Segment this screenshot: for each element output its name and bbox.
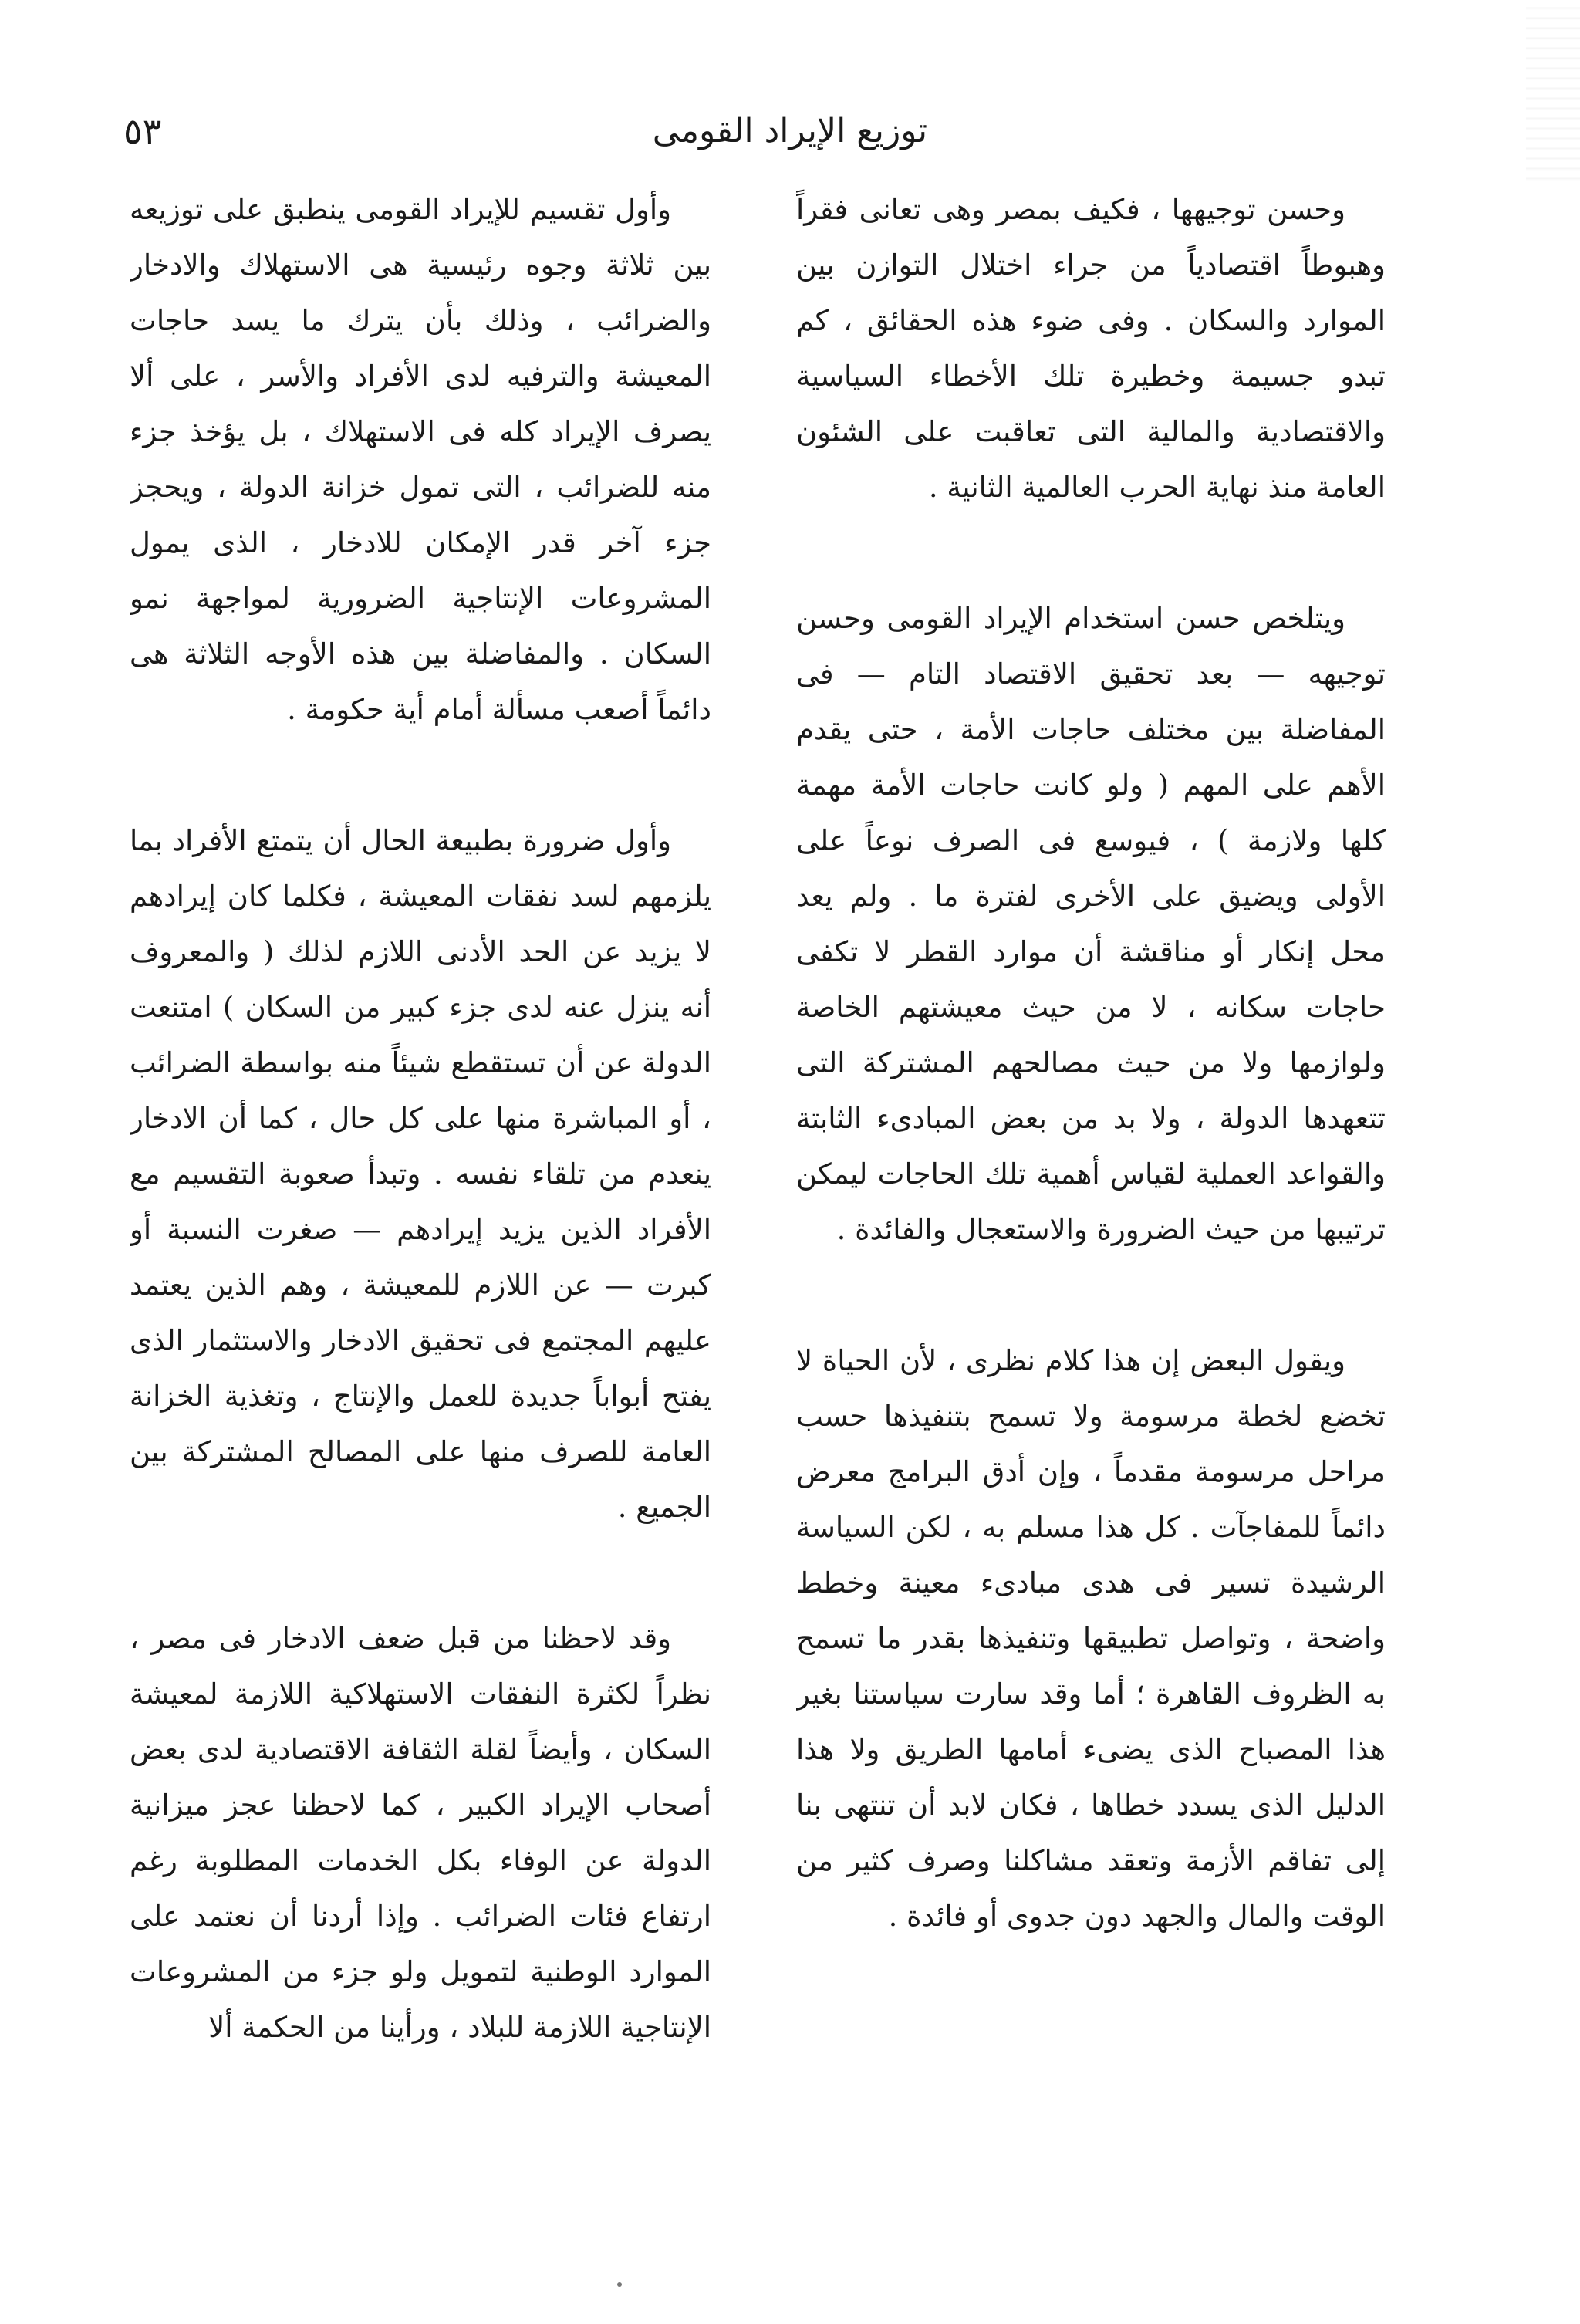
paragraph: ويقول البعض إن هذا كلام نظرى ، لأن الحياة لا تخضع لخطة مرسومة ولا تسمح بتنفيذها حسب مراحل مرسومة مقدماً ، وإن أدق البرامج معرض دائماً للمفاجآت . كل هذا مسلم به ، لكن السياسة الرشيدة تسير فى هدى مبادىء معينة وخطط واضحة ، وتواصل تطبيقها وتنفيذها بقدر ما تسمح به الظروف القاهرة ؛ أما وقد سارت سياستنا بغير هذا المصباح الذى يضىء أمامها الطريق ولا هذا الدليل الذى يسدد خطاها ، فكان لابد أن تنتهى بنا إلى تفاقم الأزمة وتعقد مشاكلنا وصرف كثير من الوقت والمال والجهد دون جدوى أو فائدة .: [796, 1344, 1386, 1933]
running-title: توزيع الإيراد القومى: [652, 111, 928, 150]
page-number: ٥٣: [123, 110, 162, 152]
paragraph: وأول تقسيم للإيراد القومى ينطبق على توزيعه بين ثلاثة وجوه رئيسية هى الاستهلاك والادخار والضرائب ، وذلك بأن يترك ما يسد حاجات المعيشة والترفيه لدى الأفراد والأسر ، على ألا يصرف الإيراد كله فى الاستهلاك ، بل يؤخذ جزء منه للضرائب ، التى تمول خزانة الدولة ، ويحجز جزء آخر قدر الإمكان للادخار ، الذى يمول المشروعات الإنتاجية الضرورية لمواجهة نمو السكان . والمفاضلة بين هذه الأوجه الثلاثة هى دائماً أصعب مسألة أمام أية حكومة .: [130, 193, 711, 726]
page-edge-scan-noise: [1526, 0, 1580, 185]
left-text-column: [130, 182, 711, 2265]
paragraph: وقد لاحظنا من قبل ضعف الادخار فى مصر ، نظراً لكثرة النفقات الاستهلاكية اللازمة لمعيشة السكان ، وأيضاً لقلة الثقافة الاقتصادية لدى بعض أصحاب الإيراد الكبير ، كما لاحظنا عجز ميزانية الدولة عن الوفاء بكل الخدمات المطلوبة رغم ارتفاع فئات الضرائب . وإذا أردنا أن نعتمد على الموارد الوطنية لتمويل ولو جزء من المشروعات الإنتاجية اللازمة للبلاد ، ورأينا من الحكمة ألا: [130, 1622, 711, 2044]
paragraph: ويتلخص حسن استخدام الإيراد القومى وحسن توجيهه — بعد تحقيق الاقتصاد التام — فى المفاضلة بين مختلف حاجات الأمة ، حتى يقدم الأهم على المهم ( ولو كانت حاجات الأمة مهمة كلها ولازمة ) ، فيوسع فى الصرف نوعاً على الأولى ويضيق على الأخرى لفترة ما . ولم يعد محل إنكار أو مناقشة أن موارد القطر لا تكفى حاجات سكانه ، لا من حيث معيشتهم الخاصة ولوازمها ولا من حيث مصالحهم المشتركة التى تتعهدها الدولة ، ولا بد من بعض المبادىء الثابتة والقواعد العملية لقياس أهمية تلك الحاجات ليمكن ترتيبها من حيث الضرورة والاستعجال والفائدة .: [796, 602, 1386, 1246]
right-text-column: [796, 182, 1386, 2265]
scan-dot-mark: [617, 2282, 622, 2287]
paragraph: وحسن توجيهها ، فكيف بمصر وهى تعانى فقراً وهبوطاً اقتصادياً من جراء اختلال التوازن بين الموارد والسكان . وفى ضوء هذه الحقائق ، كم تبدو جسيمة وخطيرة تلك الأخطاء السياسية والاقتصادية والمالية التى تعاقبت على الشئون العامة منذ نهاية الحرب العالمية الثانية .: [796, 193, 1386, 504]
paragraph: وأول ضرورة بطبيعة الحال أن يتمتع الأفراد بما يلزمهم لسد نفقات المعيشة ، فكلما كان إيرادهم لا يزيد عن الحد الأدنى اللازم لذلك ( والمعروف أنه ينزل عنه لدى جزء كبير من السكان ) امتنعت الدولة عن أن تستقطع شيئاً منه بواسطة الضرائب ، أو المباشرة منها على كل حال ، كما أن الادخار ينعدم من تلقاء نفسه . وتبدأ صعوبة التقسيم مع الأفراد الذين يزيد إيرادهم — صغرت النسبة أو كبرت — عن اللازم للمعيشة ، وهم الذين يعتمد عليهم المجتمع فى تحقيق الادخار والاستثمار الذى يفتح أبواباً جديدة للعمل والإنتاج ، وتغذية الخزانة العامة للصرف منها على المصالح المشتركة بين الجميع .: [130, 824, 711, 1524]
